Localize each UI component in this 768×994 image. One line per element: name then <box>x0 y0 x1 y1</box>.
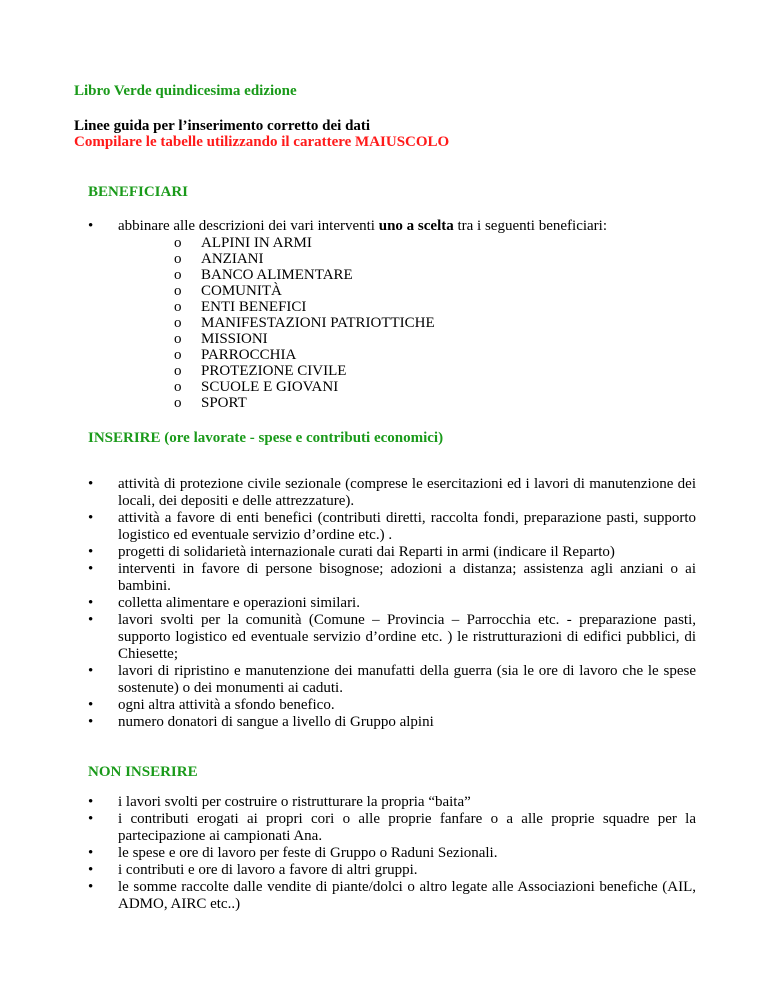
list-item: • i contributi e ore di lavoro a favore di altri gruppi. <box>88 862 696 879</box>
list-item: • le somme raccolte dalle vendite di piante/dolci o altro legate alle Associazioni benefiche (AIL, ADMO, AIRC etc..) <box>88 879 696 913</box>
list-item: • interventi in favore di persone bisognose; adozioni a distanza; assistenza agli anziani o ai bambini. <box>88 561 696 595</box>
list-item: • colletta alimentare e operazioni similari. <box>88 595 696 612</box>
uppercase-instruction: Compilare le tabelle utilizzando il carattere MAIUSCOLO <box>74 134 450 150</box>
list-item: • lavori svolti per la comunità (Comune – Provincia – Parrocchia etc. - preparazione pasti, supporto logistico ed eventuale servizio d’ordine etc. ) le ristrutturazioni di edifici pubblici, di Chiesette; <box>88 612 696 663</box>
list-item: o COMUNITÀ <box>174 283 696 299</box>
intro-text: abbinare alle descrizioni dei vari interventi <box>118 218 379 234</box>
section-heading-inserire: INSERIRE (ore lavorate - spese e contributi economici) <box>88 430 444 446</box>
list-item: o BANCO ALIMENTARE <box>174 267 696 283</box>
list-item: • numero donatori di sangue a livello di Gruppo alpini <box>88 714 696 731</box>
list-item: • i lavori svolti per costruire o ristrutturare la propria “baita” <box>88 794 696 811</box>
section-heading-beneficiari: BENEFICIARI <box>88 184 189 200</box>
document-title: Libro Verde quindicesima edizione <box>74 83 297 99</box>
list-item: o ENTI BENEFICI <box>174 299 696 315</box>
list-item: • attività a favore di enti benefici (contributi diretti, raccolta fondi, preparazione pasti, supporto logistico ed eventuale servizio d’ordine etc.) . <box>88 510 696 544</box>
intro-emphasis: uno a scelta <box>378 218 454 234</box>
document-subtitle: Linee guida per l’inserimento corretto dei dati <box>74 118 371 134</box>
inserire-list <box>88 476 696 731</box>
intro-text-end: tra i seguenti beneficiari: <box>453 218 608 234</box>
list-item: • progetti di solidarietà internazionale curati dai Reparti in armi (indicare il Reparto) <box>88 544 696 561</box>
list-item: • le spese e ore di lavoro per feste di Gruppo o Raduni Sezionali. <box>88 845 696 862</box>
list-item: o ALPINI IN ARMI <box>174 235 696 251</box>
list-item: o ANZIANI <box>174 251 696 267</box>
beneficiari-options <box>118 235 696 411</box>
list-item: o PARROCCHIA <box>174 347 696 363</box>
list-item: o MANIFESTAZIONI PATRIOTTICHE <box>174 315 696 331</box>
list-item: • lavori di ripristino e manutenzione dei manufatti della guerra (sia le ore di lavoro che le spese sostenute) o dei monumenti ai caduti. <box>88 663 696 697</box>
list-item: • i contributi erogati ai propri cori o alle proprie fanfare o a alle proprie squadre per la partecipazione ai campionati Ana. <box>88 811 696 845</box>
section-heading-non-inserire: NON INSERIRE <box>88 764 198 780</box>
non-inserire-list <box>88 794 696 913</box>
list-item: • attività di protezione civile sezionale (comprese le esercitazioni ed i lavori di manutenzione dei locali, dei depositi e delle attrezzature). <box>88 476 696 510</box>
list-item: o SCUOLE E GIOVANI <box>174 379 696 395</box>
list-item: o PROTEZIONE CIVILE <box>174 363 696 379</box>
list-item: o MISSIONI <box>174 331 696 347</box>
beneficiari-list <box>88 218 696 411</box>
beneficiari-intro <box>88 218 696 411</box>
list-item: • ogni altra attività a sfondo benefico. <box>88 697 696 714</box>
list-item: o SPORT <box>174 395 696 411</box>
